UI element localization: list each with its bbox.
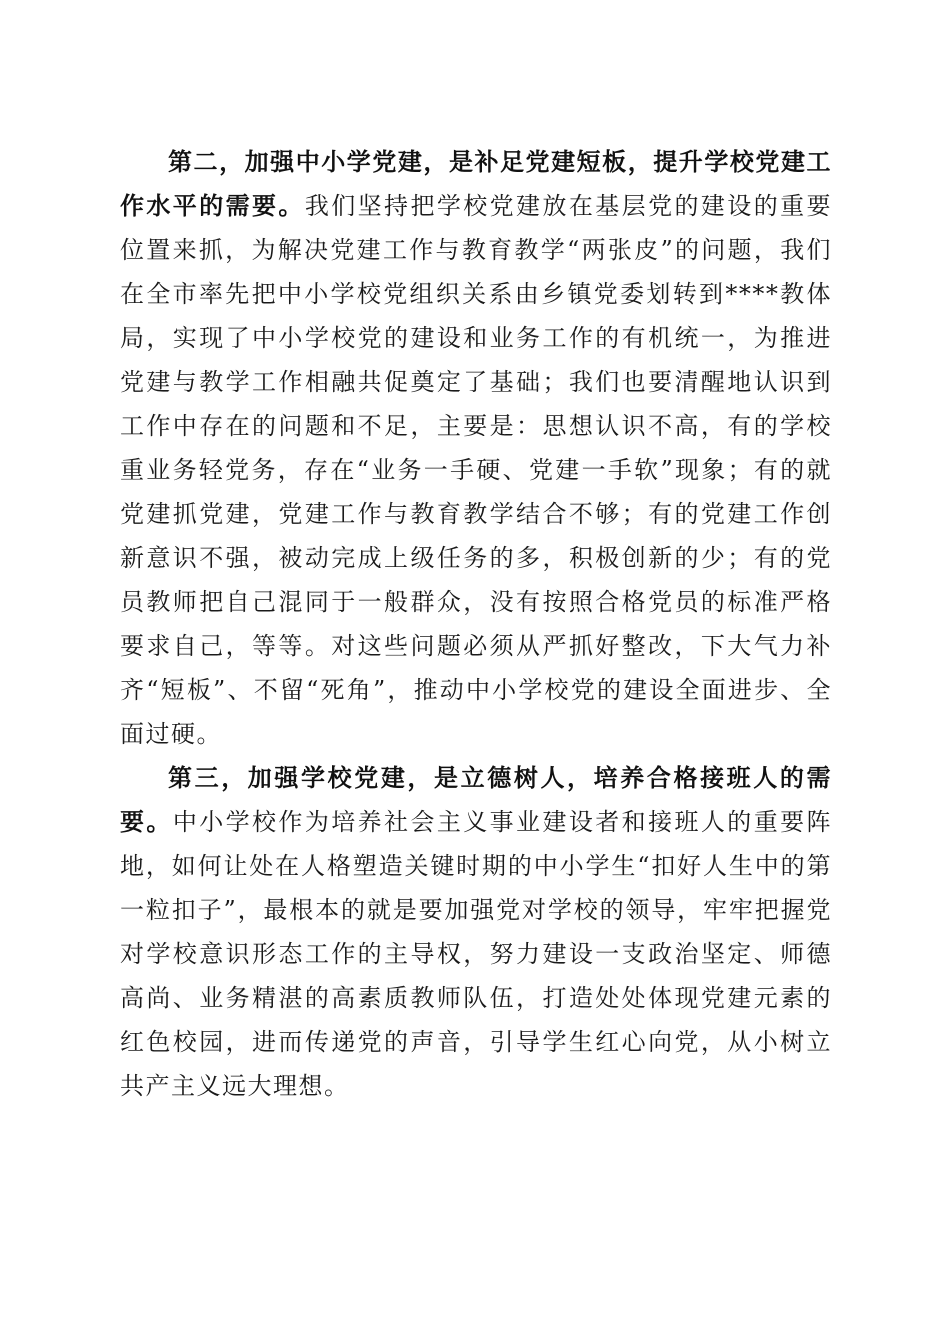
paragraph-third	[120, 756, 832, 1108]
paragraph-second	[120, 140, 832, 756]
document-body	[120, 140, 832, 1108]
paragraph-lead: 第三，加强学校党建，是立德树人，培养合格接班人的需要。	[120, 763, 832, 836]
paragraph-text: 中小学校作为培养社会主义事业建设者和接班人的重要阵地，如何让处在人格塑造关键时期的中小学生“扣好人生中的第一粒扣子”，最根本的就是要加强党对学校的领导，牢牢把握党对学校意识形态工作的主导权，努力建设一支政治坚定、师德高尚、业务精湛的高素质教师队伍，打造处处体现党建元素的红色校园，进而传递党的声音，引导学生红心向党，从小树立共产主义远大理想。	[120, 808, 833, 1100]
paragraph-lead: 第二，加强中小学党建，是补足党建短板，提升学校党建工作水平的需要。	[120, 147, 832, 220]
paragraph-text: 我们坚持把学校党建放在基层党的建设的重要位置来抓，为解决党建工作与教育教学“两张皮”的问题，我们在全市率先把中小学校党组织关系由乡镇党委划转到****教体局，实现了中小学校党的建设和业务工作的有机统一，为推进党建与教学工作相融共促奠定了基础；我们也要清醒地认识到工作中存在的问题和不足，主要是：思想认识不高，有的学校重业务轻党务，存在“业务一手硬、党建一手软”现象；有的就党建抓党建，党建工作与教育教学结合不够；有的党建工作创新意识不强，被动完成上级任务的多，积极创新的少；有的党员教师把自己混同于一般群众，没有按照合格党员的标准严格要求自己，等等。对这些问题必须从严抓好整改，下大气力补齐“短板”、不留“死角”，推动中小学校党的建设全面进步、全面过硬。	[120, 192, 832, 748]
